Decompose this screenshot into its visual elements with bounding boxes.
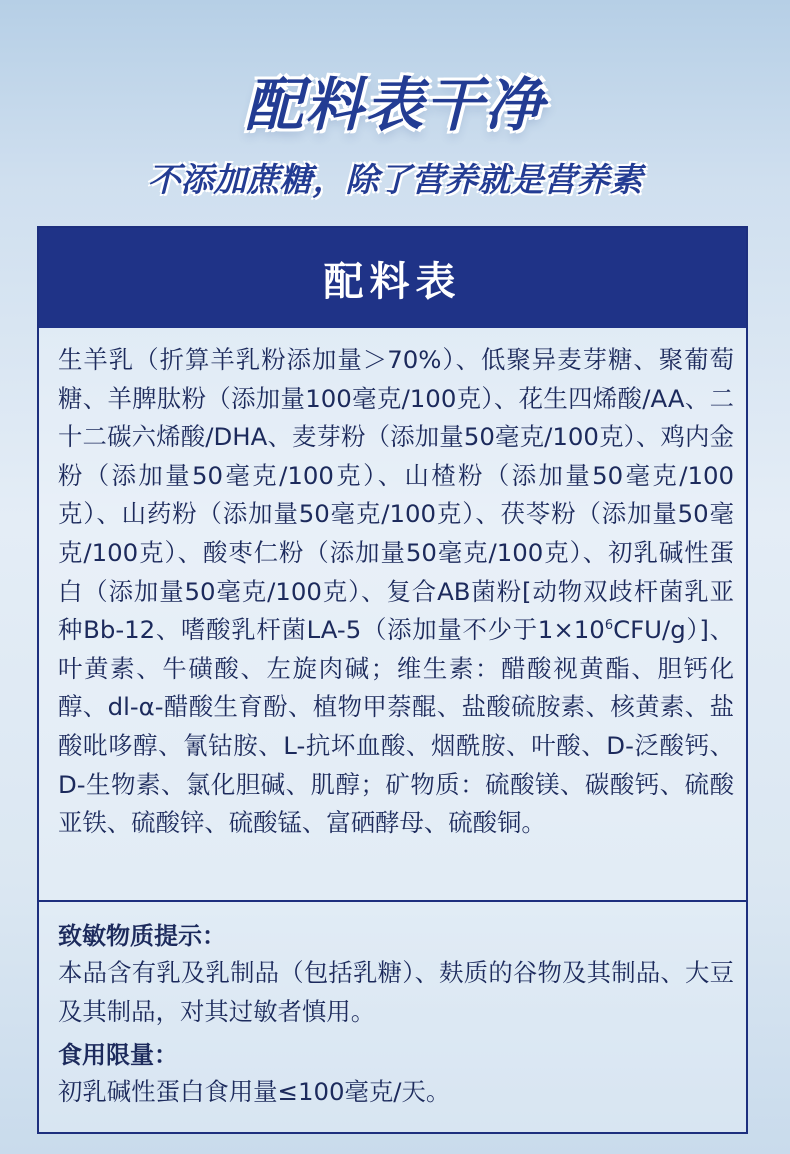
limit-text: 初乳碱性蛋白食用量≤100毫克/天。	[58, 1077, 451, 1107]
allergen-text: 本品含有乳及乳制品（包括乳糖）、麸质的谷物及其制品、大豆及其制品，对其过敏者慎用。	[58, 958, 734, 1026]
ingredients-panel	[37, 226, 748, 1134]
allergen-label: 致敏物质提示：	[58, 922, 226, 950]
section-divider	[39, 900, 746, 902]
headline: 配料表干净	[244, 71, 545, 139]
subheadline: 不添加蔗糖，除了营养就是营养素	[147, 160, 643, 199]
ingredients-text-part2: CFU/g）]、叶黄素、牛磺酸、左旋肉碱；维生素：醋酸视黄酯、胆钙化醇、dl-α-醋酸生育酚、植物甲萘醌、盐酸硫胺素、核黄素、盐酸吡哆醇、氰钴胺、L-抗坏血酸、烟酰胺、叶酸、D-泛酸钙、D-生物素、氯化胆碱、肌醇；矿物质：硫酸镁、碳酸钙、硫酸亚铁、硫酸锌、硫酸锰、富硒酵母、硫酸铜。	[58, 615, 734, 838]
panel-title: 配料表	[39, 228, 746, 328]
ingredients-exponent: 6	[604, 618, 614, 634]
limit-label: 食用限量：	[58, 1041, 178, 1070]
notice-section	[58, 918, 734, 1112]
ingredients-text-part1: 生羊乳（折算羊乳粉添加量＞70%）、低聚异麦芽糖、聚葡萄糖、羊脾肽粉（添加量100毫克/100克）、花生四烯酸/AA、二十二碳六烯酸/DHA、麦芽粉（添加量50毫克/100克）、鸡内金粉（添加量50毫克/100克）、山楂粉（添加量50毫克/100克）、山药粉（添加量50毫克/100克）、茯苓粉（添加量50毫克/100克）、酸枣仁粉（添加量50毫克/100克）、初乳碱性蛋白（添加量50毫克/100克）、复合AB菌粉[动物双歧杆菌乳亚种Bb-12、嗜酸乳杆菌LA-5（添加量不少于1×10	[58, 345, 734, 645]
ingredients-list	[58, 341, 734, 843]
